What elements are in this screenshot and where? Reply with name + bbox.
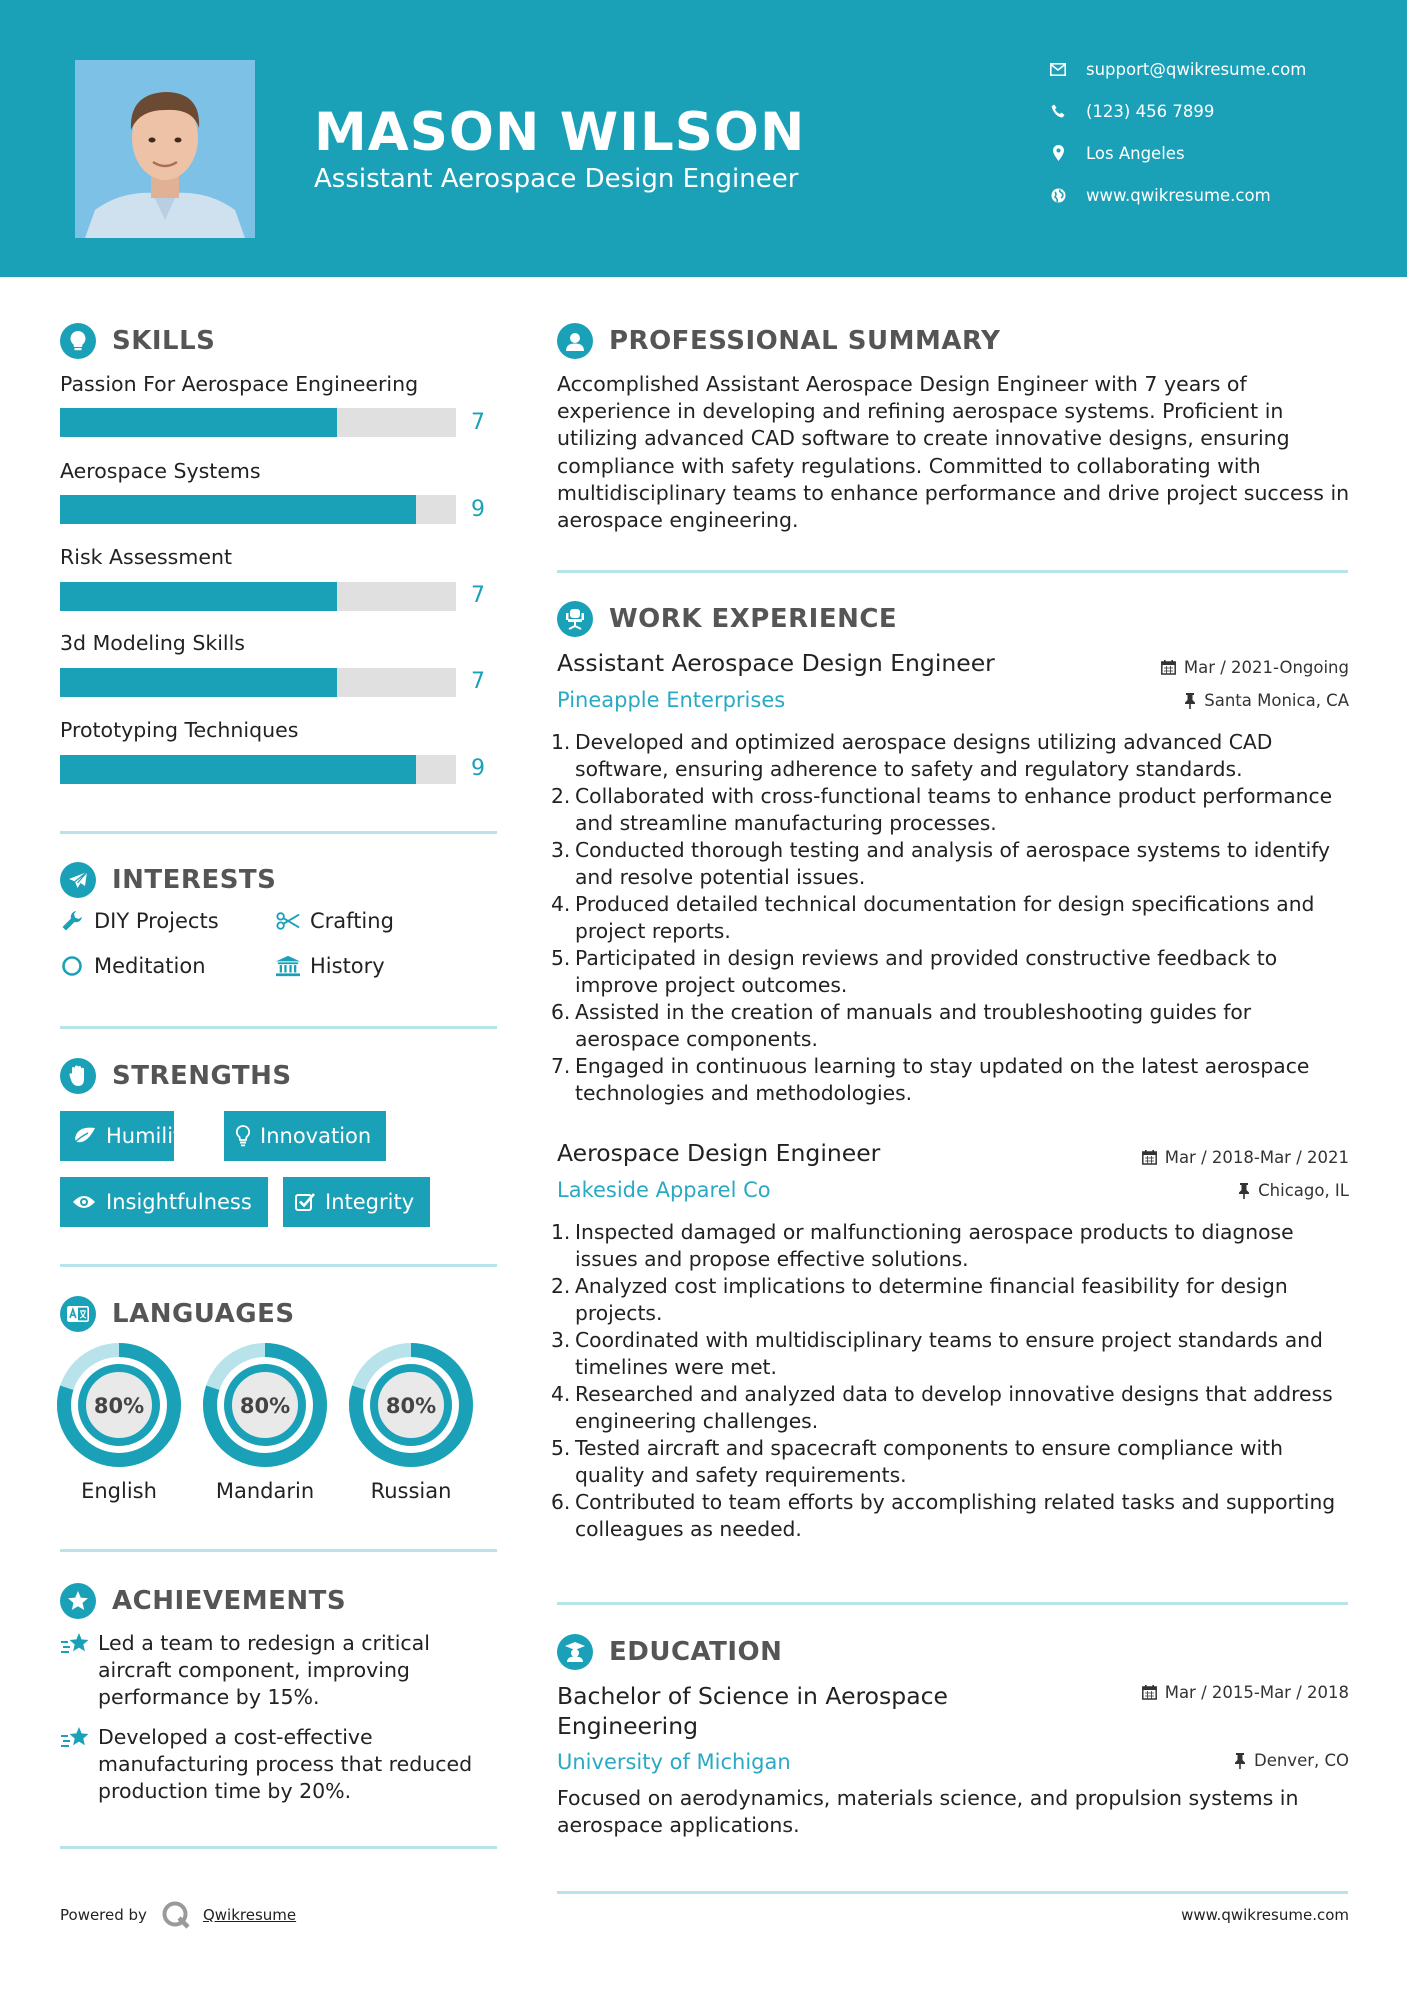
duty-item: 4. Researched and analyzed data to develop innovative designs that address engineering challenges. xyxy=(551,1382,1333,1433)
strength-tag: Insightfulness xyxy=(60,1177,268,1227)
strength-tag: Integrity xyxy=(283,1177,430,1227)
check-square-icon xyxy=(295,1192,315,1212)
language-gauge-ring xyxy=(203,1343,327,1467)
strength-tag: Humility xyxy=(60,1111,174,1161)
contact-location xyxy=(1050,139,1380,167)
wrench-icon xyxy=(60,910,84,932)
envelope-icon xyxy=(1050,61,1066,77)
language-percent: 80% xyxy=(93,1394,145,1418)
language-gauge xyxy=(349,1343,473,1471)
pushpin-icon xyxy=(1238,1183,1250,1199)
education-description: Focused on aerodynamics, materials science, and propulsion systems in aerospace applications. xyxy=(557,1786,1299,1837)
skill-rating: 7 xyxy=(471,410,485,435)
achievements-heading: ACHIEVEMENTS xyxy=(60,1583,346,1619)
section-divider xyxy=(60,831,497,834)
duty-item: 3. Conducted thorough testing and analysis of aerospace systems to identify and resolve potential issues. xyxy=(551,838,1331,889)
candidate-name: MASON WILSON xyxy=(314,102,806,163)
job-date: Mar / 2021-Ongoing xyxy=(1161,658,1349,677)
section-divider xyxy=(557,570,1348,573)
language-gauge-ring xyxy=(57,1343,181,1467)
achievement-text: Developed a cost-effective manufacturing process that reduced production time by 20%. xyxy=(98,1725,473,1803)
languages-heading: LANGUAGES xyxy=(60,1296,295,1332)
school-name: University of Michigan xyxy=(557,1750,791,1774)
summary-heading: PROFESSIONAL SUMMARY xyxy=(557,323,1000,359)
section-divider xyxy=(557,1891,1348,1894)
contact-phone-text: (123) 456 7899 xyxy=(1086,101,1215,121)
duty-item: 2. Collaborated with cross-functional teams to enhance product performance and streamline manufacturing processes. xyxy=(551,784,1333,835)
job-duties xyxy=(551,1219,1357,1543)
resume-header xyxy=(0,0,1407,277)
duty-item: 5. Tested aircraft and spacecraft components to ensure compliance with quality and safety requirements. xyxy=(551,1436,1283,1487)
lightbulb-icon xyxy=(60,323,96,359)
duty-item: 3. Coordinated with multidisciplinary teams to ensure project standards and timelines were met. xyxy=(551,1328,1323,1379)
skill-bar-fill xyxy=(60,755,416,784)
skill-label: Aerospace Systems xyxy=(60,459,261,483)
summary-text: Accomplished Assistant Aerospace Design Engineer with 7 years of experience in developing and refining aerospace systems. Proficient in utilizing advanced CAD software to create innovative designs, ensuring compliance with safety regulations. Committed to collaborating with multidisciplinary teams to enhance performance and drive project success in aerospace engineering. xyxy=(557,372,1350,533)
phone-icon xyxy=(1050,103,1066,119)
hand-icon xyxy=(60,1058,96,1094)
skill-rating: 9 xyxy=(471,756,485,781)
contact-website-text: www.qwikresume.com xyxy=(1086,185,1271,205)
duty-item: 4. Produced detailed technical documentation for design specifications and project reports. xyxy=(551,892,1315,943)
job-duties xyxy=(551,729,1357,1107)
shooting-star-icon xyxy=(60,1630,98,1711)
interest-item: DIY Projects xyxy=(60,909,219,933)
section-divider xyxy=(60,1549,497,1552)
interest-item: Crafting xyxy=(276,909,394,933)
graduate-icon xyxy=(557,1634,593,1670)
strengths-heading: STRENGTHS xyxy=(60,1058,292,1094)
skill-rating: 7 xyxy=(471,669,485,694)
qwikresume-logo-icon xyxy=(161,1900,191,1930)
calendar-icon xyxy=(1142,1685,1157,1700)
language-gauge xyxy=(203,1343,327,1471)
duty-item: 7. Engaged in continuous learning to stay updated on the latest aerospace technologies and methodologies. xyxy=(551,1054,1310,1105)
calendar-icon xyxy=(1161,660,1176,675)
section-divider xyxy=(60,1846,497,1849)
candidate-role: Assistant Aerospace Design Engineer xyxy=(314,164,799,194)
language-name: Russian xyxy=(370,1479,452,1503)
strength-tag: Innovation xyxy=(224,1111,386,1161)
calendar-icon xyxy=(1142,1150,1157,1165)
language-name: Mandarin xyxy=(215,1479,315,1503)
achievement-text: Led a team to redesign a critical aircraft component, improving performance by 15%. xyxy=(98,1631,430,1709)
duty-item: 6. Contributed to team efforts by accomplishing related tasks and supporting colleagues as needed. xyxy=(551,1490,1336,1541)
skill-bar xyxy=(60,668,456,697)
skill-bar xyxy=(60,408,456,437)
footer-powered-by: Powered by Qwikresume xyxy=(60,1900,296,1930)
skill-rating: 7 xyxy=(471,583,485,608)
duty-item: 6. Assisted in the creation of manuals and troubleshooting guides for aerospace components. xyxy=(551,1000,1252,1051)
skill-rating: 9 xyxy=(471,497,485,522)
pushpin-icon xyxy=(1184,693,1196,709)
skill-bar xyxy=(60,582,456,611)
achievement-item xyxy=(60,1724,500,1805)
job-title: Assistant Aerospace Design Engineer xyxy=(557,649,995,677)
duty-item: 1. Inspected damaged or malfunctioning aerospace products to diagnose issues and propose effective solutions. xyxy=(551,1220,1294,1271)
circle-icon xyxy=(60,955,84,977)
section-divider xyxy=(60,1026,497,1029)
duty-item: 1. Developed and optimized aerospace designs utilizing advanced CAD software, ensuring adherence to safety and regulatory standards. xyxy=(551,730,1273,781)
contact-website[interactable] xyxy=(1050,181,1380,209)
education-date: Mar / 2015-Mar / 2018 xyxy=(1142,1683,1349,1702)
education-heading: EDUCATION xyxy=(557,1634,782,1670)
duty-item: 2. Analyzed cost implications to determine financial feasibility for design projects. xyxy=(551,1274,1288,1325)
skill-label: 3d Modeling Skills xyxy=(60,631,245,655)
section-divider xyxy=(60,1264,497,1267)
shooting-star-icon xyxy=(60,1724,98,1805)
qwikresume-link[interactable]: Qwikresume xyxy=(202,1906,297,1924)
interest-item: History xyxy=(276,954,385,978)
language-gauge-ring xyxy=(349,1343,473,1467)
map-marker-icon xyxy=(1050,145,1066,161)
section-divider xyxy=(557,1602,1348,1605)
skill-label: Risk Assessment xyxy=(60,545,232,569)
skill-bar-fill xyxy=(60,668,337,697)
skill-bar-fill xyxy=(60,408,337,437)
skill-bar xyxy=(60,495,456,524)
contact-phone[interactable] xyxy=(1050,97,1380,125)
language-gauge xyxy=(57,1343,181,1471)
job-date: Mar / 2018-Mar / 2021 xyxy=(1142,1148,1349,1167)
profile-photo xyxy=(75,60,255,238)
experience-heading: WORK EXPERIENCE xyxy=(557,601,897,637)
language-percent: 80% xyxy=(385,1394,437,1418)
contact-email-text: support@qwikresume.com xyxy=(1086,59,1307,79)
star-badge-icon xyxy=(60,1583,96,1619)
scissors-icon xyxy=(276,911,300,931)
interest-item: Meditation xyxy=(60,954,206,978)
job-title: Aerospace Design Engineer xyxy=(557,1139,881,1167)
skills-heading: SKILLS xyxy=(60,323,215,359)
contact-location-text: Los Angeles xyxy=(1086,143,1185,163)
job-location: Santa Monica, CA xyxy=(1184,691,1349,710)
leaf-icon xyxy=(72,1127,96,1145)
language-icon xyxy=(60,1296,96,1332)
degree-title: Bachelor of Science in Aerospace Engineering xyxy=(557,1682,948,1740)
globe-icon xyxy=(1050,187,1066,203)
education-location: Denver, CO xyxy=(1234,1751,1349,1770)
skill-label: Passion For Aerospace Engineering xyxy=(60,372,419,396)
achievement-item xyxy=(60,1630,500,1711)
company-name: Pineapple Enterprises xyxy=(557,688,786,712)
job-location: Chicago, IL xyxy=(1238,1181,1349,1200)
chair-icon xyxy=(557,601,593,637)
skill-bar-fill xyxy=(60,495,416,524)
institution-icon xyxy=(276,955,300,977)
skill-label: Prototyping Techniques xyxy=(60,718,299,742)
footer-website[interactable]: www.qwikresume.com xyxy=(1181,1906,1349,1924)
contact-email[interactable] xyxy=(1050,55,1380,83)
language-name: English xyxy=(81,1479,157,1503)
skill-bar-fill xyxy=(60,582,337,611)
interests-heading: INTERESTS xyxy=(60,862,276,898)
company-name: Lakeside Apparel Co xyxy=(557,1178,771,1202)
duty-item: 5. Participated in design reviews and provided constructive feedback to improve project outcomes. xyxy=(551,946,1278,997)
eye-icon xyxy=(72,1194,96,1210)
paper-plane-icon xyxy=(60,862,96,898)
pushpin-icon xyxy=(1234,1753,1246,1769)
user-icon xyxy=(557,323,593,359)
skill-bar xyxy=(60,755,456,784)
lightbulb-icon xyxy=(236,1125,250,1147)
language-percent: 80% xyxy=(239,1394,291,1418)
